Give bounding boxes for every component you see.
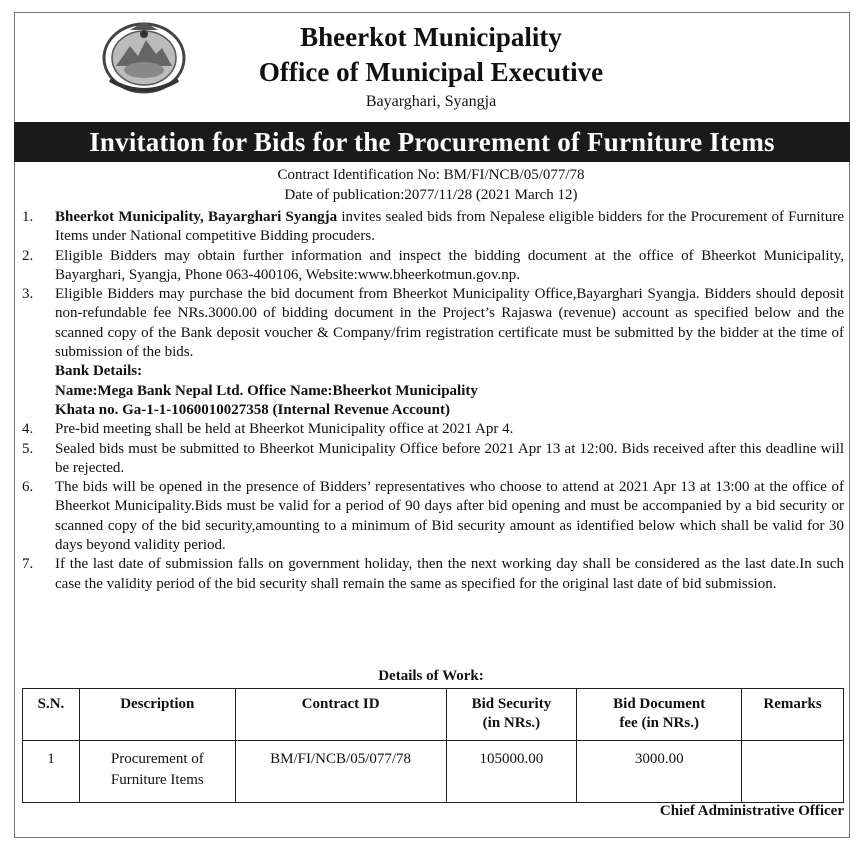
list-item: 2. Eligible Bidders may obtain further information and inspect the bidding document at the office of Bheerkot Municipality, Bayarghari, Syangja, Phone 063-400106, Website:www.bheerkotmun.gov.np. xyxy=(22,247,844,283)
col-bid-security: Bid Security (in NRs.) xyxy=(446,689,577,741)
list-item: 6. The bids will be opened in the presence of Bidders’ representatives who choose to attend at 2021 Apr 13 at 13:00 at the office of Bheerkot Municipality.Bids must be valid for a period of 90 days after bid opening and must be accompanied by a bid security or scanned copy of the bid security,amounting to a minimum of Bid security amount as identified below which shall be valid for 30 days beyond validity period. xyxy=(22,479,844,554)
cell-bid-security: 105000.00 xyxy=(446,741,577,803)
work-details-table xyxy=(22,688,844,803)
cell-description: Procurement of Furniture Items xyxy=(79,741,235,803)
table-header-row xyxy=(23,689,844,741)
bank-details xyxy=(22,362,844,420)
notice-title-banner: Invitation for Bids for the Procurement of Furniture Items xyxy=(14,122,850,162)
bank-account: Khata no. Ga-1-1-1060010027358 (Internal Revenue Account) xyxy=(55,401,450,418)
bank-heading: Bank Details: xyxy=(55,363,143,380)
col-contract-id: Contract ID xyxy=(235,689,446,741)
list-item: 7. If the last date of submission falls on government holiday, then the next working day shall be considered as the last date.In such case the validity period of the bid security shall remain the same as specified for the original last date of bid submission. xyxy=(22,556,844,592)
cell-sn: 1 xyxy=(23,741,80,803)
details-heading: Details of Work: xyxy=(378,668,484,684)
publication-date: Date of publication:2077/11/28 (2021 March 12) xyxy=(284,187,578,203)
signatory: Chief Administrative Officer xyxy=(659,803,844,819)
municipality-name: Bheerkot Municipality xyxy=(300,22,562,52)
cell-remarks xyxy=(742,741,844,803)
list-item: 5. Sealed bids must be submitted to Bheerkot Municipality Office before 2021 Apr 13 at 12:00. Bids received after this deadline will be rejected. xyxy=(22,440,844,476)
col-remarks: Remarks xyxy=(742,689,844,741)
header xyxy=(0,0,862,110)
contract-identification: Contract Identification No: BM/FI/NCB/05/077/78 xyxy=(277,167,585,183)
cell-contract-id: BM/FI/NCB/05/077/78 xyxy=(235,741,446,803)
office-name: Office of Municipal Executive xyxy=(258,57,604,87)
office-address: Bayarghari, Syangja xyxy=(365,93,497,110)
list-item: 3. Eligible Bidders may purchase the bid document from Bheerkot Municipality Office,Bayarghari Syangja. Bidders should deposit non-refundable fee NRs.3000.00 of bidding document in the Project’s Rajaswa (revenue) account as specified below and the scanned copy of the Bank deposit voucher & Company/frim registration certificate must be submitted by the bidder at the time of submission of the bids. xyxy=(22,286,844,361)
list-item: 1. Bheerkot Municipality, Bayarghari Syangja invites sealed bids from Nepalese eligible bidders for the Procurement of Furniture Items under National competitive Bidding procuders. xyxy=(22,209,844,245)
bank-name: Name:Mega Bank Nepal Ltd. Office Name:Bheerkot Municipality xyxy=(55,382,478,399)
col-sn: S.N. xyxy=(23,689,80,741)
table-row xyxy=(23,741,844,803)
col-description: Description xyxy=(79,689,235,741)
col-doc-fee: Bid Document fee (in NRs.) xyxy=(577,689,742,741)
list-item: 4. Pre-bid meeting shall be held at Bheerkot Municipality office at 2021 Apr 4. xyxy=(22,421,514,438)
notice-items xyxy=(22,208,844,594)
cell-doc-fee: 3000.00 xyxy=(577,741,742,803)
